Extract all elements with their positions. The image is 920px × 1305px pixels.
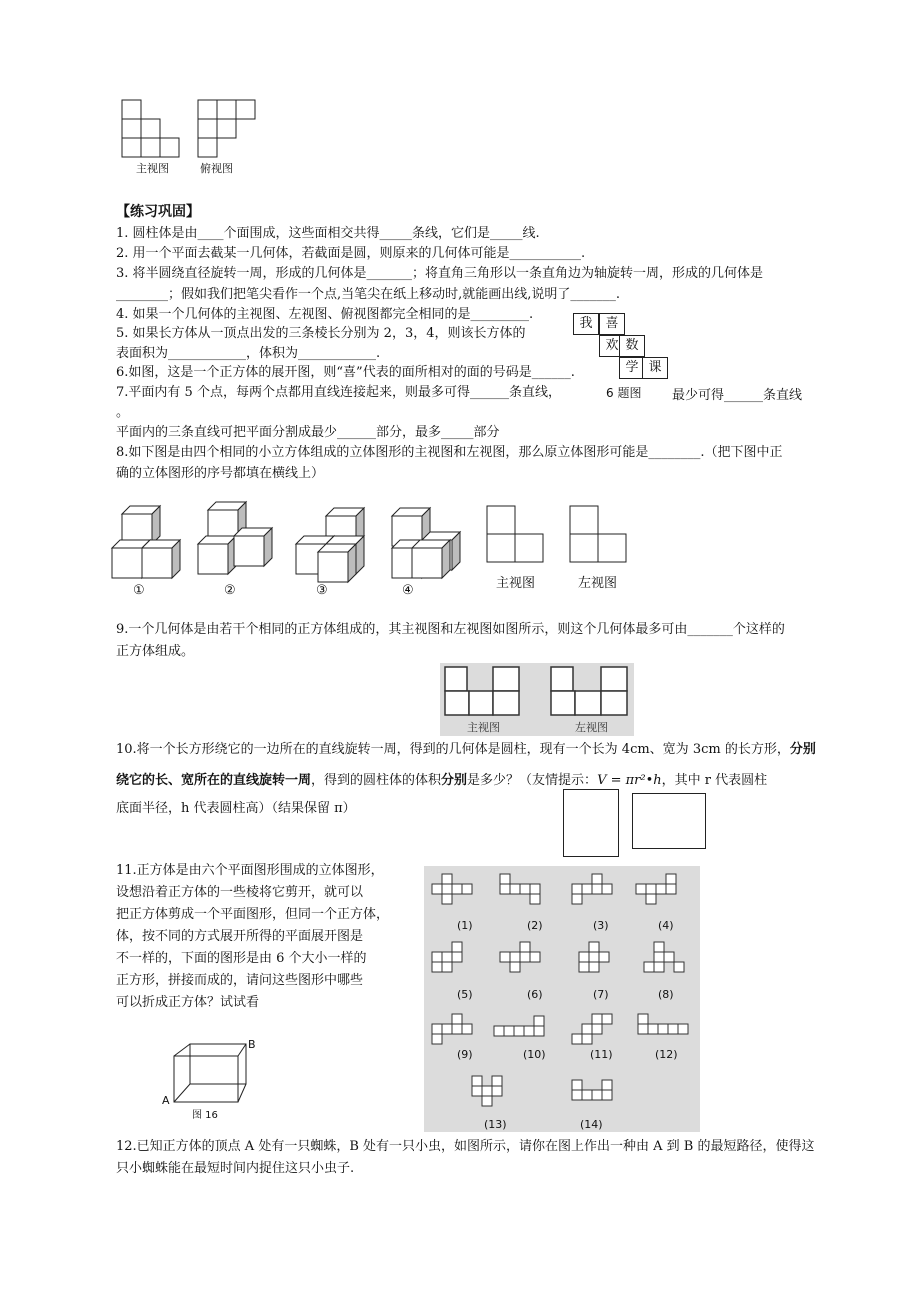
- cube-1a: [122, 506, 160, 544]
- net-cell-2: 喜: [599, 313, 625, 335]
- question-10-line-2: [116, 772, 767, 790]
- question-6: 6.如图，这是一个正方体的展开图，则“喜”代表的面所相对的面的号码是______.: [116, 365, 575, 380]
- cube-2b: [198, 536, 236, 574]
- question-1: 1. 圆柱体是由____个面围成，这些面相交共得_____条线，它们是_____线.: [116, 226, 540, 241]
- section-title: 【练习巩固】: [116, 204, 200, 220]
- vertex-a-label: A: [162, 1094, 170, 1107]
- net-label: (7): [593, 988, 609, 1001]
- net-cell-5: 学: [619, 357, 645, 379]
- question-2: 2. 用一个平面去截某一几何体，若截面是圆，则原来的几何体可能是___________.: [116, 246, 586, 261]
- top-view-label: 俯视图: [200, 162, 233, 175]
- cube-2c: [234, 528, 272, 566]
- option-1-label: ①: [133, 583, 145, 598]
- option-2-label: ②: [224, 583, 236, 598]
- q11-line-1: 11.正方体是由六个平面图形围成的立体图形，: [116, 863, 384, 878]
- question-9-line-1: 9.一个几何体是由若干个相同的正方体组成的，其主视图和左视图如图所示，则这个几何体最多可由_______个这样的: [116, 622, 785, 637]
- question-3-line-1: 3. 将半圆绕直径旋转一周，形成的几何体是_______；将直角三角形以一条直角边为轴旋转一周，形成的几何体是: [116, 266, 764, 281]
- net-label: (11): [590, 1048, 613, 1061]
- front-view-label: 主视图: [136, 162, 169, 175]
- question-5-line-1: 5. 如果长方体从一顶点出发的三条棱长分别为 2，3，4，则该长方体的: [116, 326, 526, 341]
- q11-line-5: 不一样的，下面的图形是由 6 个大小一样的: [116, 951, 367, 966]
- question-4: 4. 如果一个几何体的主视图、左视图、俯视图都完全相同的是_________.: [116, 307, 534, 322]
- net-cell-3: 欢: [599, 335, 625, 357]
- cube-4d: [412, 540, 450, 578]
- net-label: (4): [658, 919, 674, 932]
- q9-front-view-label: 主视图: [467, 721, 500, 734]
- q11-line-6: 正方形，拼接而成的，请问这些图形中哪些: [116, 973, 364, 988]
- question-12-line-2: 只小蜘蛛能在最短时间内捉住这只小虫子.: [116, 1161, 355, 1176]
- q10-bold-1: 分别: [789, 742, 816, 757]
- net-label: (14): [580, 1118, 603, 1131]
- question-7-line-1: 7.平面内有 5 个点，每两个点都用直线连接起来，则最多可得______条直线，: [116, 385, 561, 400]
- q11-line-4: 体，按不同的方式展开所得的平面展开图是: [116, 929, 364, 944]
- question-8-line-1: 8.如下图是由四个相同的小立方体组成的立体图形的主视图和左视图，那么原立体图形可能是________.（把下图中正: [116, 445, 783, 460]
- question-10-line-3: 底面半径，h 代表圆柱高）（结果保留 π）: [116, 801, 356, 816]
- question-7-line-1b: 最少可得______条直线: [672, 388, 803, 403]
- question-8-line-2: 确的立体图形的序号都填在横线上）: [116, 466, 325, 481]
- net-label: (12): [655, 1048, 678, 1061]
- net-label: (13): [484, 1118, 507, 1131]
- question-9-line-2: 正方体组成。: [116, 644, 195, 659]
- q11-line-7: 可以折成正方体？试试看: [116, 995, 260, 1010]
- question-10-line-1: [116, 741, 816, 759]
- question-3-line-2: ________；假如我们把笔尖看作一个点,当笔尖在纸上移动时,就能画出线,说明了_______.: [116, 287, 621, 302]
- net-label: (8): [658, 988, 674, 1001]
- vertex-b-label: B: [248, 1038, 256, 1051]
- net-label: (10): [523, 1048, 546, 1061]
- q10-text-2: ，得到的圆柱体的体积: [311, 773, 442, 788]
- figure-16-caption: 图 16: [192, 1110, 218, 1121]
- q10-bold-3: 分别: [441, 773, 468, 788]
- rectangle-vertical: [563, 789, 619, 857]
- q10-text-1: 10.将一个长方形绕它的一边所在的直线旋转一周，得到的几何体是圆柱，现有一个长为 4cm、宽为 3cm 的长方形，: [116, 742, 790, 757]
- net-label: (5): [457, 988, 473, 1001]
- figure-6-caption: 6 题图: [606, 386, 642, 400]
- option-4-label: ④: [402, 583, 414, 598]
- net-cell-4: 数: [619, 335, 645, 357]
- q10-formula: V = πr²•h: [597, 773, 662, 788]
- option-3-label: ③: [316, 583, 328, 598]
- question-5-line-2: 表面积为____________，体积为____________.: [116, 346, 381, 361]
- net-label: (2): [527, 919, 543, 932]
- q8-front-view-label: 主视图: [496, 576, 536, 591]
- q8-left-view-label: 左视图: [578, 576, 618, 591]
- net-label: (3): [593, 919, 609, 932]
- question-12-line-1: 12.已知正方体的顶点 A 处有一只蜘蛛，B 处有一只小虫，如图所示，请你在图上作出一种由 A 到 B 的最短路径，使得这: [116, 1139, 815, 1154]
- cube-1c: [142, 540, 180, 578]
- q10-text-4: ，其中 r 代表圆柱: [661, 773, 768, 788]
- q10-bold-2: 绕它的长、宽所在的直线旋转一周: [116, 773, 312, 788]
- net-cell-1: 我: [573, 313, 599, 335]
- net-label: (9): [457, 1048, 473, 1061]
- cube-3d: [318, 544, 356, 582]
- net-label: (1): [457, 919, 473, 932]
- net-label: (6): [527, 988, 543, 1001]
- net-cell-6: 课: [642, 357, 668, 379]
- question-7-period: 。: [116, 405, 130, 420]
- question-7-line-2: 平面内的三条直线可把平面分割成最少______部分，最多_____部分: [116, 425, 500, 440]
- rectangle-horizontal: [632, 793, 706, 849]
- q11-line-2: 设想沿着正方体的一些棱将它剪开，就可以: [116, 885, 364, 900]
- q9-left-view-label: 左视图: [575, 721, 608, 734]
- q11-line-3: 把正方体剪成一个平面图形，但同一个正方体，: [116, 907, 390, 922]
- q10-text-3: 是多少？（友情提示：: [467, 773, 598, 788]
- q8-cube-figures: [100, 496, 660, 606]
